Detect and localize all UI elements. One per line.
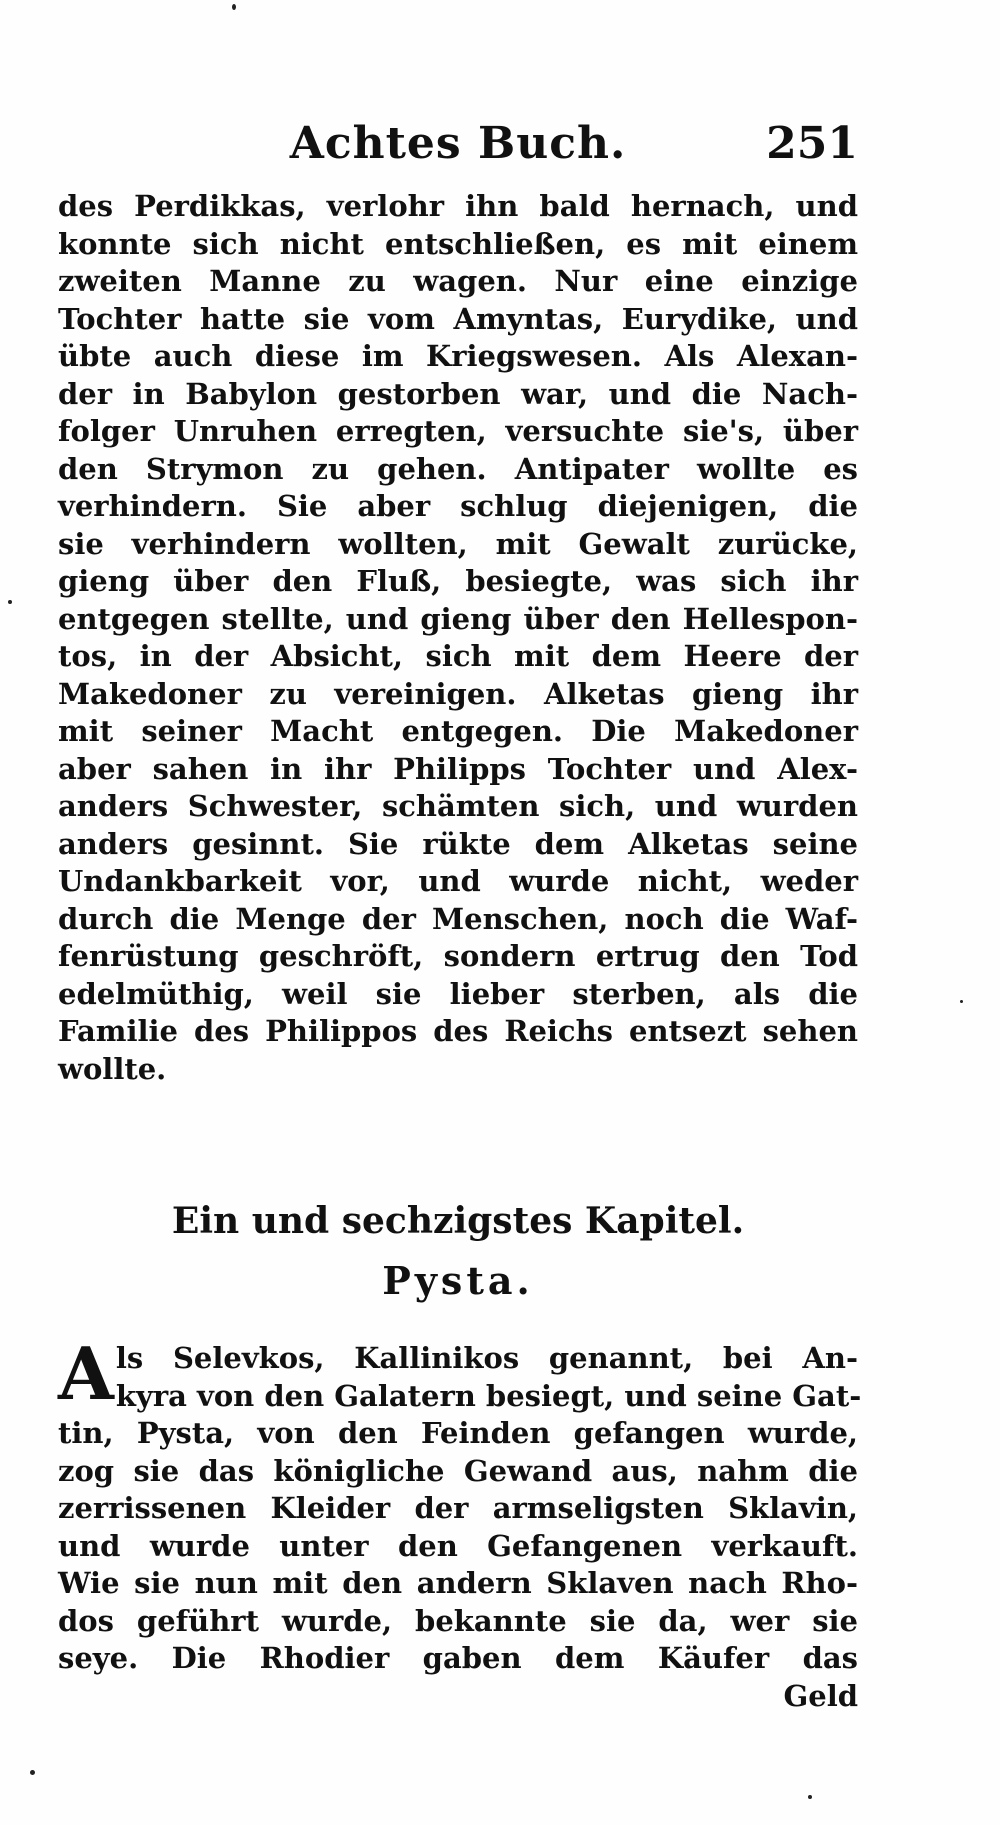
text-line: entgegen stellte, und gieng über den Hellespon-: [58, 601, 858, 636]
text-line: und wurde unter den Gefangenen verkauft.: [58, 1528, 858, 1563]
text-line: Tochter hatte sie vom Amyntas, Eurydike, und: [58, 301, 858, 336]
text-line: der in Babylon gestorben war, und die Nach-: [58, 376, 858, 411]
text-line: verhindern. Sie aber schlug diejenigen, die: [58, 489, 858, 523]
text-line: zerrissenen Kleider der armseligsten Sklavin,: [58, 1491, 858, 1525]
text-line: durch die Menge der Menschen, noch die Waf-: [58, 901, 858, 936]
text-line: wollte.: [58, 1051, 167, 1086]
text-line: mit seiner Macht entgegen. Die Makedoner: [58, 714, 858, 748]
scan-speck: [30, 1770, 35, 1775]
text-line: Undankbarkeit vor, und wurde nicht, weder: [58, 864, 858, 898]
text-line: den Strymon zu gehen. Antipater wollte es: [58, 451, 858, 486]
text-line: tin, Pysta, von den Feinden gefangen wurde,: [58, 1416, 858, 1450]
text-line: kyra von den Galatern besiegt, und seine Gat-: [115, 1378, 862, 1413]
running-head: [58, 118, 858, 178]
text-line: zweiten Manne zu wagen. Nur eine einzige: [58, 264, 858, 298]
text-line: folger Unruhen erregten, versuchte sie's, über: [58, 414, 858, 448]
text-line: anders gesinnt. Sie rükte dem Alketas seine: [58, 826, 858, 861]
text-line: zog sie das königliche Gewand aus, nahm die: [58, 1453, 858, 1488]
text-line: des Perdikkas, verlohr ihn bald hernach, und: [58, 189, 858, 223]
text-line: fenrüstung geschröft, sondern ertrug den Tod: [58, 939, 858, 973]
catchword: Geld: [783, 1678, 858, 1713]
drop-cap: A: [58, 1331, 114, 1416]
body-text: [58, 188, 858, 1088]
text-line: tos, in der Absicht, sich mit dem Heere der: [58, 639, 858, 673]
text-line: Wie sie nun mit den andern Sklaven nach Rho-: [58, 1566, 858, 1600]
text-line: gieng über den Fluß, besiegte, was sich ihr: [58, 564, 858, 598]
text-line: übte auch diese im Kriegswesen. Als Alexan-: [58, 339, 858, 373]
scan-speck: [960, 1000, 963, 1003]
scan-speck: [808, 1795, 812, 1799]
text-line: aber sahen in ihr Philipps Tochter und Alex-: [58, 751, 858, 786]
chapter-text: [58, 1331, 862, 1715]
scan-speck: [232, 4, 236, 10]
text-line: edelmüthig, weil sie lieber sterben, als die: [58, 976, 858, 1011]
page-number: 251: [766, 118, 858, 169]
chapter-title: Pysta.: [382, 1258, 534, 1303]
chapter-heading: Ein und sechzigstes Kapitel.: [171, 1200, 745, 1242]
text-line: anders Schwester, schämten sich, und wurden: [58, 789, 858, 823]
text-line: Makedoner zu vereinigen. Alketas gieng ihr: [58, 676, 858, 711]
text-line: sie verhindern wollten, mit Gewalt zurücke,: [58, 526, 858, 561]
text-line: ls Selevkos, Kallinikos genannt, bei An-: [115, 1341, 858, 1375]
text-line: Familie des Philippos des Reichs entsezt sehen: [58, 1014, 858, 1048]
running-title: Achtes Buch.: [289, 118, 627, 169]
text-line: seye. Die Rhodier gaben dem Käufer das: [58, 1641, 858, 1675]
text-line: dos geführt wurde, bekannte sie da, wer sie: [58, 1603, 858, 1638]
text-line: konnte sich nicht entschließen, es mit einem: [58, 226, 858, 261]
scan-speck: [8, 600, 12, 604]
